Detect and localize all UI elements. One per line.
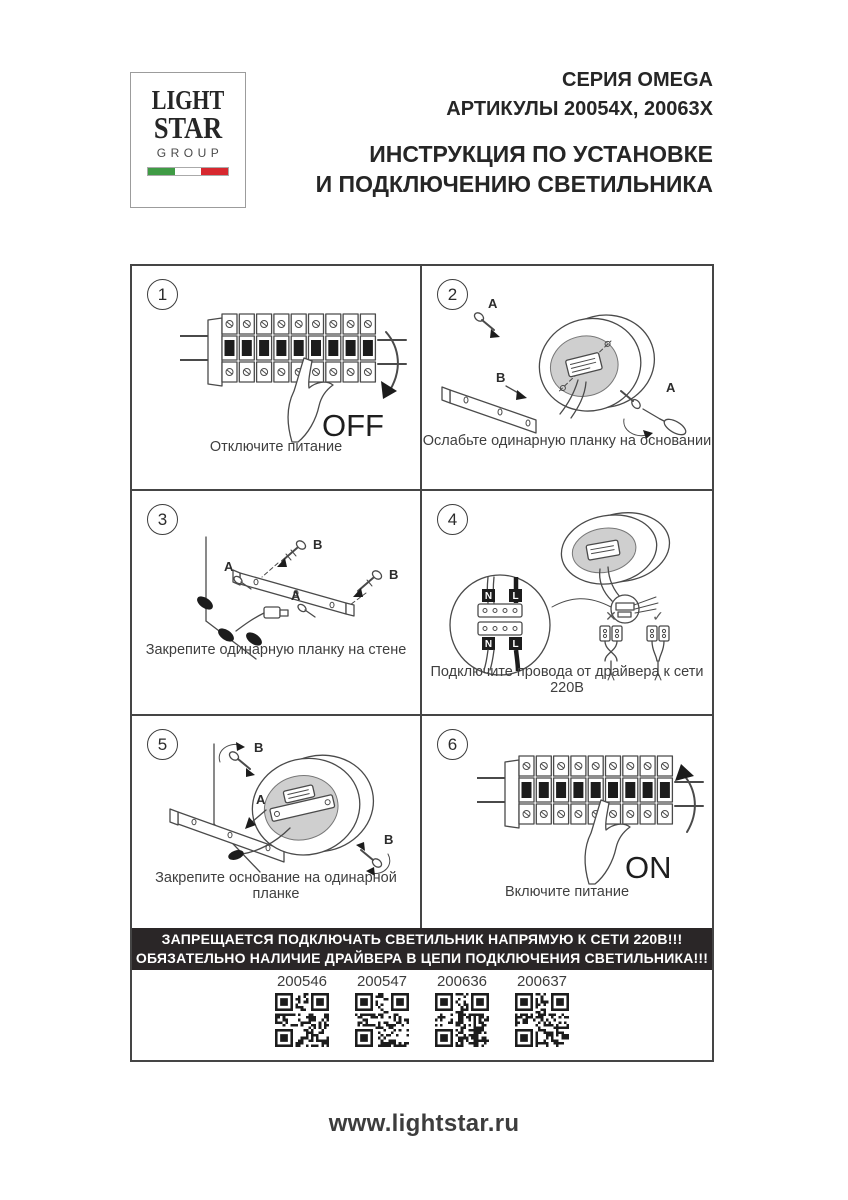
step-5 — [132, 716, 422, 928]
screw-b1-label: B — [254, 740, 264, 755]
doc-title-line2: И ПОДКЛЮЧЕНИЮ СВЕТИЛЬНИКА — [315, 171, 713, 197]
qr-item — [514, 973, 570, 1060]
article-number: 200636 — [436, 973, 488, 990]
power-off-illustration — [180, 302, 410, 444]
step-3-number: 3 — [147, 504, 178, 535]
step-2-number: 2 — [437, 279, 468, 310]
terminal-n-top-label: N — [484, 591, 493, 602]
warning-banner — [132, 928, 712, 970]
warning-line2: ОБЯЗАТЕЛЬНО НАЛИЧИЕ ДРАЙВЕРА В ЦЕПИ ПОДКЛЮЧЕНИЯ СВЕТИЛЬНИКА!!! — [135, 950, 709, 966]
qr-code — [435, 993, 489, 1047]
off-label: OFF — [322, 408, 384, 443]
qr-code — [275, 993, 329, 1047]
qr-code — [515, 993, 569, 1047]
header — [316, 66, 713, 199]
website-url: www.lightstar.ru — [328, 1110, 520, 1137]
terminal-l-bottom-label: L — [512, 639, 519, 650]
step-3-caption: Закрепите одинарную планку на стене — [145, 642, 407, 658]
step-4-number: 4 — [437, 504, 468, 535]
terminal-l-top-label: L — [512, 591, 519, 602]
step-1-number: 1 — [147, 279, 178, 310]
screw-b2-label: B — [384, 832, 394, 847]
warning-line1: ЗАПРЕЩАЕТСЯ ПОДКЛЮЧАТЬ СВЕТИЛЬНИК НАПРЯМУЮ К СЕТИ 220В!!! — [161, 931, 683, 947]
step-6-number: 6 — [437, 729, 468, 760]
step-4-caption: Подключите провода от драйвера к сети 220В — [430, 664, 704, 696]
step-2-caption: Ослабьте одинарную планку на основании — [422, 433, 712, 449]
steps-grid — [130, 264, 714, 1062]
step-1-caption: Отключите питание — [209, 439, 343, 455]
qr-item — [354, 973, 410, 1060]
lightstar-logo — [130, 72, 246, 208]
logo-word-light: LIGHT — [151, 85, 225, 115]
on-label: ON — [625, 850, 672, 885]
step-6 — [422, 716, 712, 928]
step-2 — [422, 266, 712, 489]
slot-a-label: A — [256, 792, 266, 807]
article-number: 200547 — [356, 973, 408, 990]
step-4 — [422, 491, 712, 714]
logo-word-group: GROUP — [156, 146, 224, 160]
screw-a-label: A — [488, 296, 498, 311]
series-title: СЕРИЯ OMEGA — [562, 69, 713, 91]
bracket-b-label: B — [496, 370, 506, 385]
wrong-mark: ✕ — [605, 608, 617, 624]
italian-flag-bar — [147, 167, 229, 176]
screwdriver-a-label: A — [666, 380, 676, 395]
anchor-a1-label: A — [224, 559, 234, 574]
screw-b2-label: B — [389, 567, 399, 582]
terminal-n-bottom-label: N — [484, 639, 493, 650]
fix-base-illustration — [144, 732, 404, 882]
connect-wires-illustration — [432, 503, 692, 685]
loosen-bracket-illustration — [430, 292, 695, 446]
qr-row — [132, 970, 712, 1060]
qr-item — [434, 973, 490, 1060]
logo-word-star: STAR — [153, 110, 223, 145]
qr-item — [274, 973, 330, 1060]
step-6-caption: Включите питание — [504, 884, 630, 900]
article-number: 200637 — [516, 973, 568, 990]
step-1 — [132, 266, 422, 489]
qr-code — [355, 993, 409, 1047]
step-3 — [132, 491, 422, 714]
doc-title-line1: ИНСТРУКЦИЯ ПО УСТАНОВКЕ — [369, 141, 713, 167]
articles-line: АРТИКУЛЫ 20054Х, 20063Х — [446, 98, 713, 120]
step-5-number: 5 — [147, 729, 178, 760]
screw-b1-label: B — [313, 537, 323, 552]
step-5-caption: Закрепите основание на одинарной планке — [155, 870, 397, 902]
mount-bracket-illustration — [150, 521, 400, 661]
anchor-a2-label: A — [291, 588, 301, 603]
article-number: 200546 — [276, 973, 328, 990]
right-mark: ✓ — [652, 608, 664, 624]
power-on-illustration — [477, 744, 707, 886]
